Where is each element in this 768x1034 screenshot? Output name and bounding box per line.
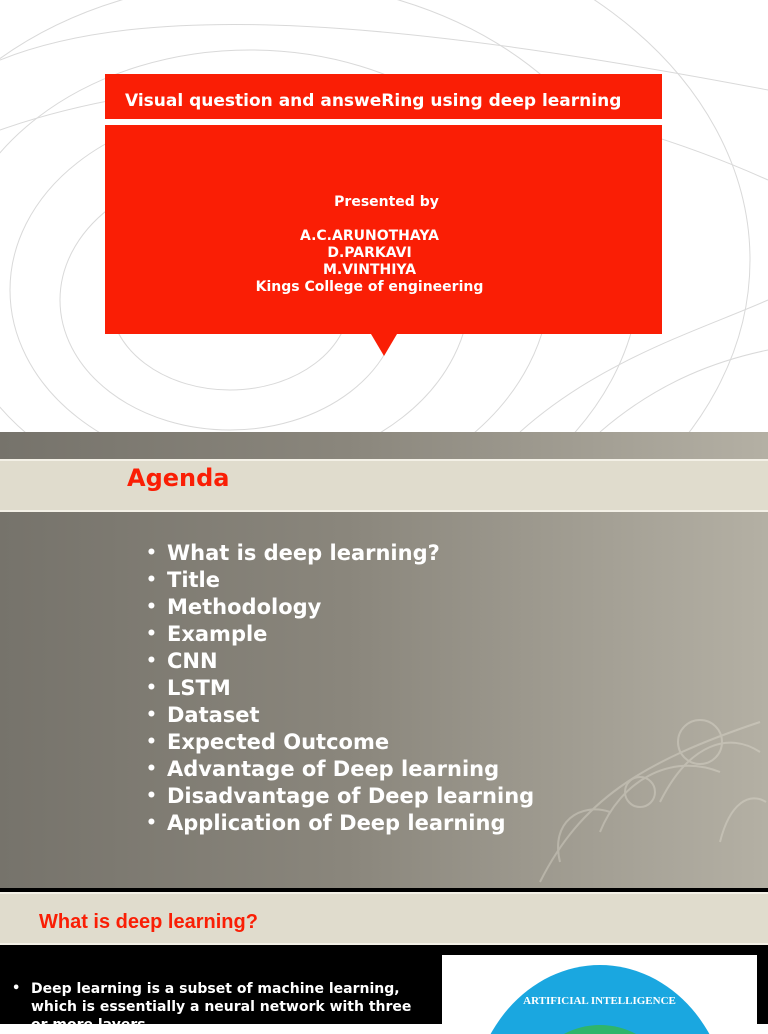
ai-diagram-label: ARTIFICIAL INTELLIGENCE bbox=[523, 995, 676, 1007]
presenter-name: M.VINTHIYA bbox=[322, 262, 417, 278]
presented-by-label: Presented by bbox=[334, 194, 439, 210]
ai-diagram bbox=[442, 955, 757, 1030]
slide3-header-band bbox=[0, 892, 768, 945]
presenter-name: D.PARKAVI bbox=[327, 245, 412, 261]
presenter-list bbox=[105, 228, 634, 296]
agenda-item: • Title bbox=[146, 567, 537, 594]
presentation-title: Visual question and answeRing using deep learning bbox=[125, 91, 622, 111]
bullet-icon: • bbox=[12, 981, 21, 996]
presenter-name: A.C.ARUNOTHAYA bbox=[299, 228, 439, 244]
floral-decoration-graphic bbox=[520, 682, 768, 888]
agenda-heading: Agenda bbox=[127, 464, 230, 492]
agenda-item: • What is deep learning? bbox=[146, 540, 537, 567]
agenda-item: • Example bbox=[146, 621, 537, 648]
title-banner bbox=[105, 74, 662, 119]
institution-name: Kings College of engineering bbox=[255, 279, 484, 295]
agenda-header-band bbox=[0, 459, 768, 512]
slide-title bbox=[0, 0, 768, 432]
ai-circle-graphic bbox=[442, 955, 757, 1030]
agenda-item: • Application of Deep learning bbox=[146, 810, 537, 837]
agenda-item: • LSTM bbox=[146, 675, 537, 702]
presenters-box bbox=[105, 125, 662, 334]
agenda-item: • Methodology bbox=[146, 594, 537, 621]
agenda-item: • CNN bbox=[146, 648, 537, 675]
agenda-item: • Advantage of Deep learning bbox=[146, 756, 537, 783]
agenda-item: • Disadvantage of Deep learning bbox=[146, 783, 537, 810]
agenda-item: • Expected Outcome bbox=[146, 729, 537, 756]
definition-text: Deep learning is a subset of machine learning, which is essentially a neural network with three or more layers. bbox=[31, 981, 412, 1033]
slide3-heading: What is deep learning? bbox=[39, 911, 258, 933]
agenda-item: • Dataset bbox=[146, 702, 537, 729]
callout-pointer bbox=[371, 334, 397, 356]
definition-bullet bbox=[12, 980, 432, 1034]
slide-what-is-deep-learning bbox=[0, 888, 768, 1033]
agenda-list bbox=[146, 540, 537, 837]
